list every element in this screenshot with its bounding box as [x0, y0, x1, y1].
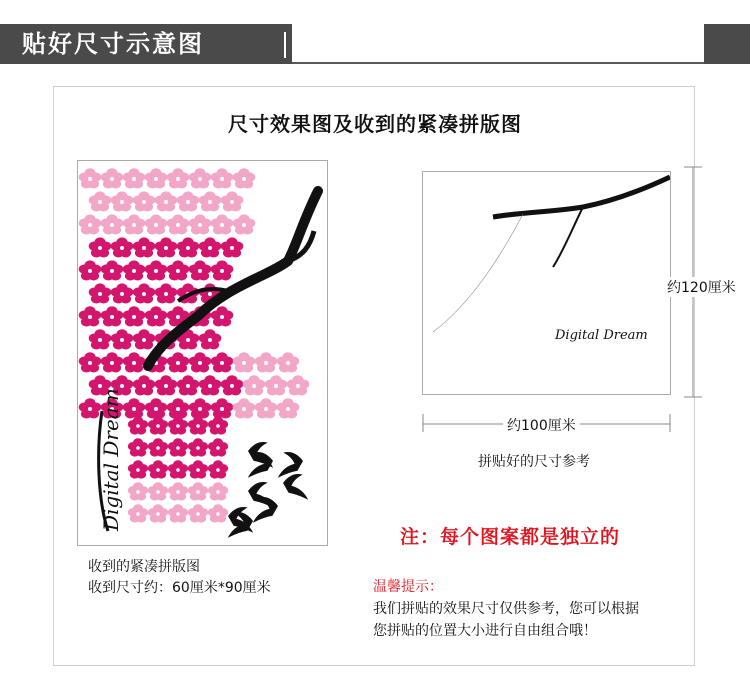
tip-line: 您拼贴的位置大小进行自由组合哦！: [373, 623, 597, 639]
section-title: 尺寸效果图及收到的紧凑拼版图: [228, 112, 522, 136]
flower-icon: [155, 283, 178, 303]
flower-icon: [128, 438, 148, 456]
flower-icon: [89, 191, 112, 211]
flower-icon: [167, 260, 190, 280]
flower-icon: [199, 191, 222, 211]
flower-icon: [211, 352, 234, 372]
brand-text: Digital Dream: [99, 388, 123, 531]
flower-icon: [123, 306, 146, 326]
flower-icon: [111, 283, 134, 303]
flower-icon: [277, 352, 300, 372]
bird-group: [228, 442, 308, 538]
flower-icon: [168, 504, 188, 522]
flower-icon: [211, 306, 234, 326]
header-end-block: [704, 24, 750, 64]
flower-icon: [148, 438, 168, 456]
flower-icon: [123, 168, 146, 188]
flower-icon: [128, 504, 148, 522]
effect-preview-image: [422, 171, 671, 395]
flower-icon: [208, 416, 228, 434]
flower-icon: [255, 398, 278, 418]
swallow-icon: [278, 452, 303, 478]
header-divider: [284, 32, 286, 58]
flower-icon: [188, 416, 208, 434]
flower-icon: [79, 306, 102, 326]
flower-icon: [133, 237, 156, 257]
flower-icon: [123, 352, 146, 372]
flower-icon: [79, 214, 102, 234]
independent-pattern-note: 注：每个图案都是独立的: [400, 526, 621, 548]
flower-icon: [101, 306, 124, 326]
flower-icon: [168, 438, 188, 456]
flower-icon: [145, 260, 168, 280]
flower-icon: [221, 191, 244, 211]
flower-icon: [233, 352, 256, 372]
flower-icon: [233, 214, 256, 234]
flower-icon: [208, 482, 228, 500]
header-underline: [292, 62, 704, 64]
flower-icon: [287, 375, 310, 395]
flower-icon: [211, 214, 234, 234]
tip-title: 温馨提示：: [373, 579, 443, 595]
flower-icon: [221, 375, 244, 395]
flower-icon: [199, 237, 222, 257]
flower-icon: [155, 237, 178, 257]
flower-icon: [167, 352, 190, 372]
flower-icon: [177, 191, 200, 211]
flower-icon: [188, 438, 208, 456]
flower-icon: [167, 168, 190, 188]
flower-icon: [79, 398, 102, 418]
flower-icon: [145, 168, 168, 188]
flower-icon: [167, 398, 190, 418]
flower-icon: [79, 352, 102, 372]
flower-icon: [111, 329, 134, 349]
flower-icon: [243, 375, 266, 395]
flower-icon: [189, 352, 212, 372]
flower-icon: [168, 482, 188, 500]
flower-icon: [145, 214, 168, 234]
flower-icon: [188, 504, 208, 522]
flower-icon: [255, 352, 278, 372]
branch-twig: [433, 214, 523, 332]
branch-twig: [553, 207, 583, 267]
flower-icon: [233, 398, 256, 418]
flower-icon: [211, 168, 234, 188]
flower-icon: [133, 375, 156, 395]
flower-icon: [188, 482, 208, 500]
flower-icon: [189, 168, 212, 188]
header-title: 贴好尺寸示意图: [22, 30, 204, 58]
flower-icon: [188, 460, 208, 478]
flower-icon: [148, 504, 168, 522]
layout-sheet-art: [78, 161, 327, 545]
flower-icon: [208, 460, 228, 478]
height-label: 约120厘米: [667, 277, 736, 297]
flower-icon: [128, 460, 148, 478]
layout-caption: 收到的紧凑拼版图: [88, 559, 200, 575]
flower-icon: [199, 329, 222, 349]
flower-icon: [148, 482, 168, 500]
layout-size-caption: 收到尺寸约：60厘米*90厘米: [88, 580, 271, 596]
width-label: 约100厘米: [503, 415, 580, 435]
flower-icon: [277, 398, 300, 418]
flower-icon: [233, 168, 256, 188]
effect-caption: 拼贴好的尺寸参考: [478, 454, 590, 470]
flower-icon: [123, 398, 146, 418]
flower-icon: [101, 352, 124, 372]
flower-icon: [123, 214, 146, 234]
flower-icon: [145, 306, 168, 326]
flower-icon: [155, 375, 178, 395]
flower-icon: [208, 438, 228, 456]
flower-icon: [189, 398, 212, 418]
flower-icon: [89, 283, 112, 303]
effect-preview-art: [423, 172, 670, 394]
flower-icon: [208, 504, 228, 522]
flower-icon: [189, 214, 212, 234]
flower-icon: [168, 460, 188, 478]
swallow-icon: [283, 474, 308, 500]
flower-icon: [133, 283, 156, 303]
header-bar: [0, 24, 750, 64]
flower-icon: [89, 329, 112, 349]
flower-icon: [177, 237, 200, 257]
flower-icon: [221, 237, 244, 257]
tip-line: 我们拼贴的效果尺寸仅供参考，您可以根据: [373, 601, 639, 617]
brand-text: Digital Dream: [555, 328, 648, 343]
flower-icon: [128, 416, 148, 434]
flower-icon: [148, 460, 168, 478]
flower-icon: [123, 260, 146, 280]
flower-icon: [177, 375, 200, 395]
flower-icon: [145, 398, 168, 418]
flower-icon: [79, 260, 102, 280]
flower-icon: [155, 191, 178, 211]
tip-text: [373, 598, 639, 642]
flower-icon: [211, 398, 234, 418]
layout-sheet-image: [77, 160, 328, 546]
flower-icon: [211, 260, 234, 280]
flower-icon: [133, 329, 156, 349]
flower-icon: [79, 168, 102, 188]
flower-icon: [101, 260, 124, 280]
flower-icon: [148, 416, 168, 434]
flower-icon: [168, 416, 188, 434]
flower-icon: [199, 375, 222, 395]
flower-icon: [89, 237, 112, 257]
flower-icon: [265, 375, 288, 395]
flower-icon: [111, 237, 134, 257]
flower-icon: [167, 214, 190, 234]
flower-icon: [133, 191, 156, 211]
flower-icon: [101, 214, 124, 234]
flower-icon: [101, 168, 124, 188]
flower-icon: [128, 482, 148, 500]
flower-icon: [189, 260, 212, 280]
flower-icon: [111, 191, 134, 211]
